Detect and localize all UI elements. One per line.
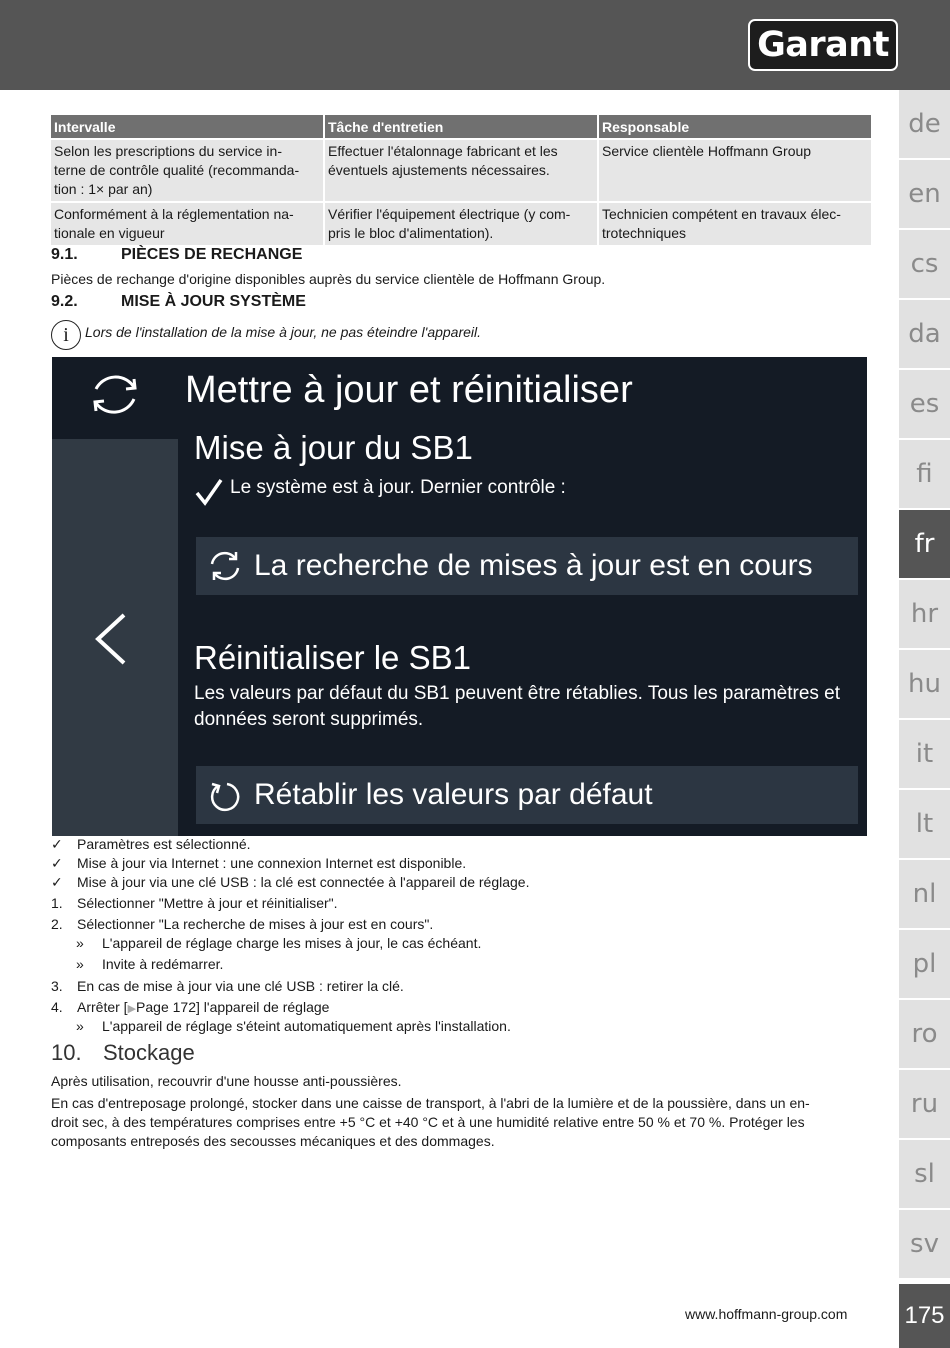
step-number: 4.: [51, 999, 63, 1015]
info-icon: i: [51, 320, 81, 350]
table-row: [51, 201, 871, 245]
step-3: [51, 977, 404, 996]
storage-text-2: En cas d'entreposage prolongé, stocker dans une caisse de transport, à l'abri de la lumière et de la poussière, dans un en- droit sec, à des températures comprises entre +5 °C et +40 °C et à une humidité relative entre 50 % et 70 %. Protéger les composants entreposés des secousses mécaniques et des dommages.: [51, 1095, 810, 1149]
lang-tab-hu[interactable]: hu: [899, 650, 950, 718]
prerequisite-text: Mise à jour via une clé USB : la clé est connectée à l'appareil de réglage.: [77, 874, 530, 890]
lang-tab-hr[interactable]: hr: [899, 580, 950, 648]
step-text: Sélectionner "Mettre à jour et réinitialiser".: [77, 895, 338, 911]
lang-tab-fi[interactable]: fi: [899, 440, 950, 508]
section-heading-10: [51, 1040, 195, 1066]
lang-tab-es[interactable]: es: [899, 370, 950, 438]
lang-tab-de[interactable]: de: [899, 90, 950, 158]
lang-tab-ru[interactable]: ru: [899, 1070, 950, 1138]
result-marker: »: [76, 956, 84, 972]
table-cell: Effectuer l'étalonnage fabricant et les éventuels ajustements nécessaires.: [325, 138, 597, 201]
step-text: ] l'appareil de réglage: [196, 999, 330, 1015]
search-updates-label: La recherche de mises à jour est en cours: [254, 549, 813, 582]
section-title: PIÈCES DE RECHANGE: [121, 246, 303, 263]
restore-defaults-label: Rétablir les valeurs par défaut: [254, 778, 653, 811]
step-text: En cas de mise à jour via une clé USB : retirer la clé.: [77, 978, 404, 994]
device-screen: [52, 357, 867, 836]
checkmark-icon: ✓: [51, 874, 63, 890]
reset-icon: [208, 778, 242, 812]
lang-tab-en[interactable]: en: [899, 160, 950, 228]
section-heading-9-1: [51, 246, 302, 264]
step-result: [76, 934, 481, 953]
storage-text-1: Après utilisation, recouvrir d'une housse anti-poussières.: [51, 1073, 402, 1089]
header-bar: [0, 0, 950, 90]
step-number: 3.: [51, 978, 63, 994]
table-header-cell: Responsable: [599, 115, 871, 138]
lang-tab-pl[interactable]: pl: [899, 930, 950, 998]
checkmark-icon: ✓: [51, 836, 63, 852]
screen-title: Mettre à jour et réinitialiser: [185, 369, 633, 411]
update-heading: Mise à jour du SB1: [194, 429, 473, 466]
lang-tab-sl[interactable]: sl: [899, 1140, 950, 1208]
step-text: Sélectionner "La recherche de mises à jour est en cours".: [77, 916, 434, 932]
table-header-cell: Tâche d'entretien: [325, 115, 597, 138]
page-ref-arrow-icon: ▶: [127, 1003, 137, 1015]
section-title: Stockage: [103, 1040, 195, 1065]
info-note: [51, 320, 481, 350]
lang-tab-nl[interactable]: nl: [899, 860, 950, 928]
maintenance-table: [49, 115, 873, 245]
search-updates-button[interactable]: [196, 537, 858, 595]
step-4: [51, 998, 329, 1019]
note-text: Lors de l'installation de la mise à jour, ne pas éteindre l'appareil.: [85, 324, 482, 340]
language-sidebar: [899, 90, 950, 1348]
table-header-row: [51, 115, 871, 138]
table-cell: Conformément à la réglementation na- tionale en vigueur: [51, 201, 323, 245]
table-cell: Vérifier l'équipement électrique (y com- pris le bloc d'alimentation).: [325, 201, 597, 245]
reset-text: Les valeurs par défaut du SB1 peuvent être rétablies. Tous les paramètres et données seront supprimés.: [194, 683, 841, 730]
table-header-cell: Intervalle: [51, 115, 323, 138]
step-number: 1.: [51, 895, 63, 911]
back-panel[interactable]: [52, 439, 178, 836]
result-text: Invite à redémarrer.: [102, 956, 224, 972]
prerequisite-text: Paramètres est sélectionné.: [77, 836, 251, 852]
section-heading-9-2: [51, 293, 306, 311]
result-marker: »: [76, 1018, 84, 1034]
lang-tab-cs[interactable]: cs: [899, 230, 950, 298]
section-number: 10.: [51, 1040, 82, 1065]
reset-heading: Réinitialiser le SB1: [194, 639, 471, 676]
garant-logo: Garant: [748, 19, 898, 71]
step-text: Arrêter [: [77, 999, 128, 1015]
update-status: Le système est à jour. Dernier contrôle :: [230, 477, 566, 498]
prerequisite-item: [51, 873, 529, 892]
step-1: [51, 894, 338, 913]
checkmark-icon: [194, 477, 224, 512]
table-cell: Service clientèle Hoffmann Group: [599, 138, 871, 201]
section-number: 9.2.: [51, 293, 78, 310]
refresh-icon: [208, 549, 242, 583]
restore-defaults-button[interactable]: [196, 766, 858, 824]
result-text: L'appareil de réglage charge les mises à jour, le cas échéant.: [102, 935, 482, 951]
page-reference-link[interactable]: Page 172: [136, 999, 196, 1015]
step-result: [76, 1017, 511, 1036]
prerequisite-item: [51, 854, 466, 873]
section-title: MISE À JOUR SYSTÈME: [121, 293, 306, 310]
result-marker: »: [76, 935, 84, 951]
lang-tab-da[interactable]: da: [899, 300, 950, 368]
lang-tab-ro[interactable]: ro: [899, 1000, 950, 1068]
step-result: [76, 955, 223, 974]
refresh-icon: [52, 357, 178, 439]
prerequisite-text: Mise à jour via Internet : une connexion Internet est disponible.: [77, 855, 467, 871]
table-cell: Selon les prescriptions du service in- terne de contrôle qualité (recommanda- tion : 1× par an): [51, 138, 323, 201]
page-number: 175: [899, 1284, 950, 1348]
spare-parts-text: Pièces de rechange d'origine disponibles auprès du service clientèle de Hoffmann Group.: [51, 271, 606, 287]
step-number: 2.: [51, 916, 63, 932]
section-number: 9.1.: [51, 246, 78, 263]
step-2: [51, 915, 433, 934]
lang-tab-lt[interactable]: lt: [899, 790, 950, 858]
back-arrow-icon[interactable]: [92, 611, 132, 667]
table-cell: Technicien compétent en travaux élec- trotechniques: [599, 201, 871, 245]
footer-url: www.hoffmann-group.com: [685, 1306, 848, 1322]
lang-tab-fr[interactable]: fr: [899, 510, 950, 578]
lang-tab-it[interactable]: it: [899, 720, 950, 788]
prerequisite-item: [51, 835, 251, 854]
table-row: [51, 138, 871, 201]
result-text: L'appareil de réglage s'éteint automatiquement après l'installation.: [102, 1018, 511, 1034]
lang-tab-sv[interactable]: sv: [899, 1210, 950, 1278]
checkmark-icon: ✓: [51, 855, 63, 871]
